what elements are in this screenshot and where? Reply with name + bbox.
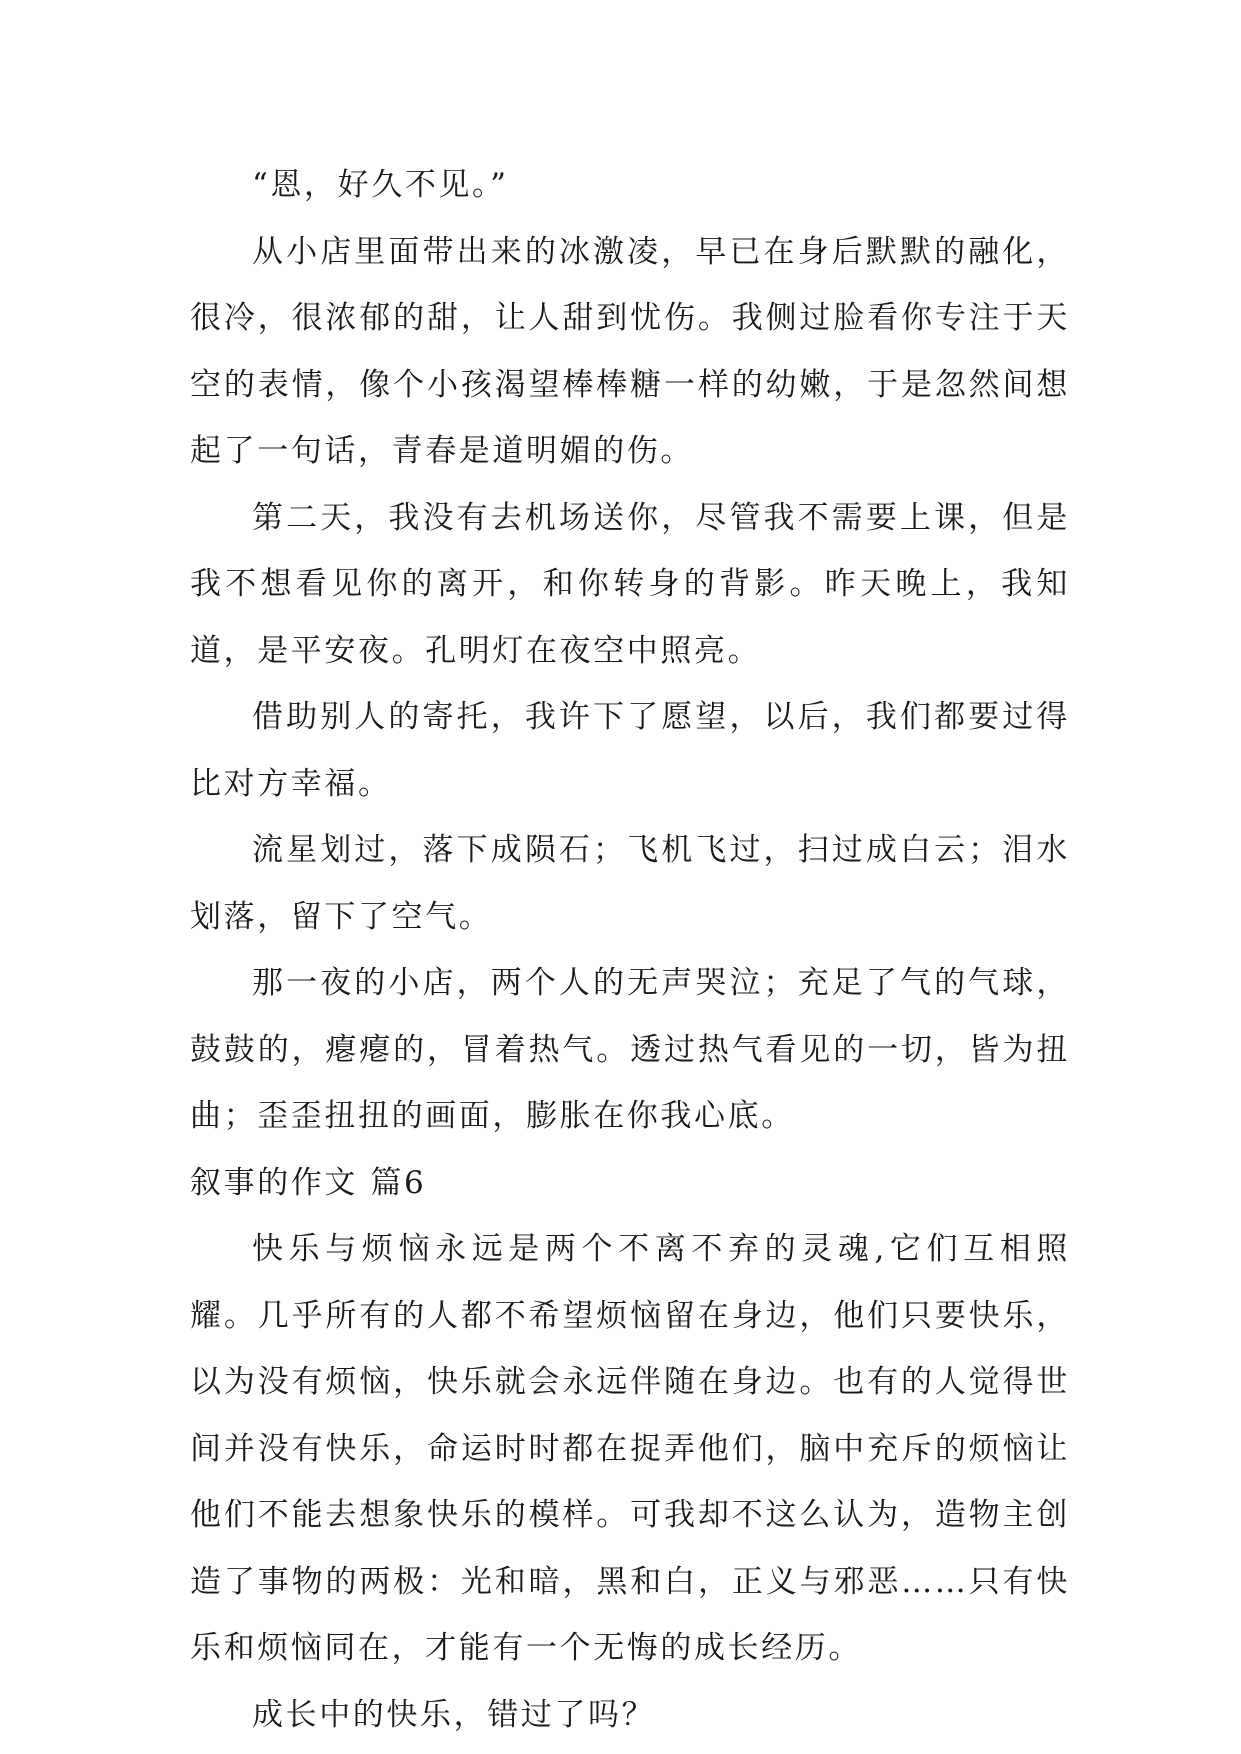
document-body: [190, 152, 1070, 1748]
paragraph: 那一夜的小店，两个人的无声哭泣；充足了气的气球，鼓鼓的，瘪瘪的，冒着热气。透过热气看见的一切，皆为扭曲；歪歪扭扭的画面，膨胀在你我心底。: [190, 965, 1070, 1134]
paragraph: 流星划过，落下成陨石；飞机飞过，扫过成白云；泪水划落，留下了空气。: [190, 832, 1070, 935]
paragraph: 第二天，我没有去机场送你，尽管我不需要上课，但是我不想看见你的离开，和你转身的背影。昨天晚上，我知道，是平安夜。孔明灯在夜空中照亮。: [190, 499, 1070, 669]
paragraph: 成长中的快乐，错过了吗？: [252, 1696, 656, 1733]
paragraph: 从小店里面带出来的冰激凌，早已在身后默默的融化，很冷，很浓郁的甜，让人甜到忧伤。我侧过脸看你专注于天空的表情，像个小孩渴望棒棒糖一样的幼嫩，于是忽然间想起了一句话，青春是道明媚的伤。: [190, 233, 1070, 469]
section-heading: 叙事的作文 篇6: [190, 1164, 427, 1201]
paragraph: 快乐与烦恼永远是两个不离不弃的灵魂,它们互相照耀。几乎所有的人都不希望烦恼留在身边，他们只要快乐，以为没有烦恼，快乐就会永远伴随在身边。也有的人觉得世间并没有快乐，命运时时都在捉弄他们，脑中充斥的烦恼让他们不能去想象快乐的模样。可我却不这么认为，造物主创造了事物的两极：光和暗，黑和白，正义与邪恶……只有快乐和烦恼同在，才能有一个无悔的成长经历。: [190, 1231, 1070, 1666]
paragraph: “恩，好久不见。”: [252, 167, 509, 203]
paragraph: 借助别人的寄托，我许下了愿望，以后，我们都要过得比对方幸福。: [190, 699, 1070, 802]
